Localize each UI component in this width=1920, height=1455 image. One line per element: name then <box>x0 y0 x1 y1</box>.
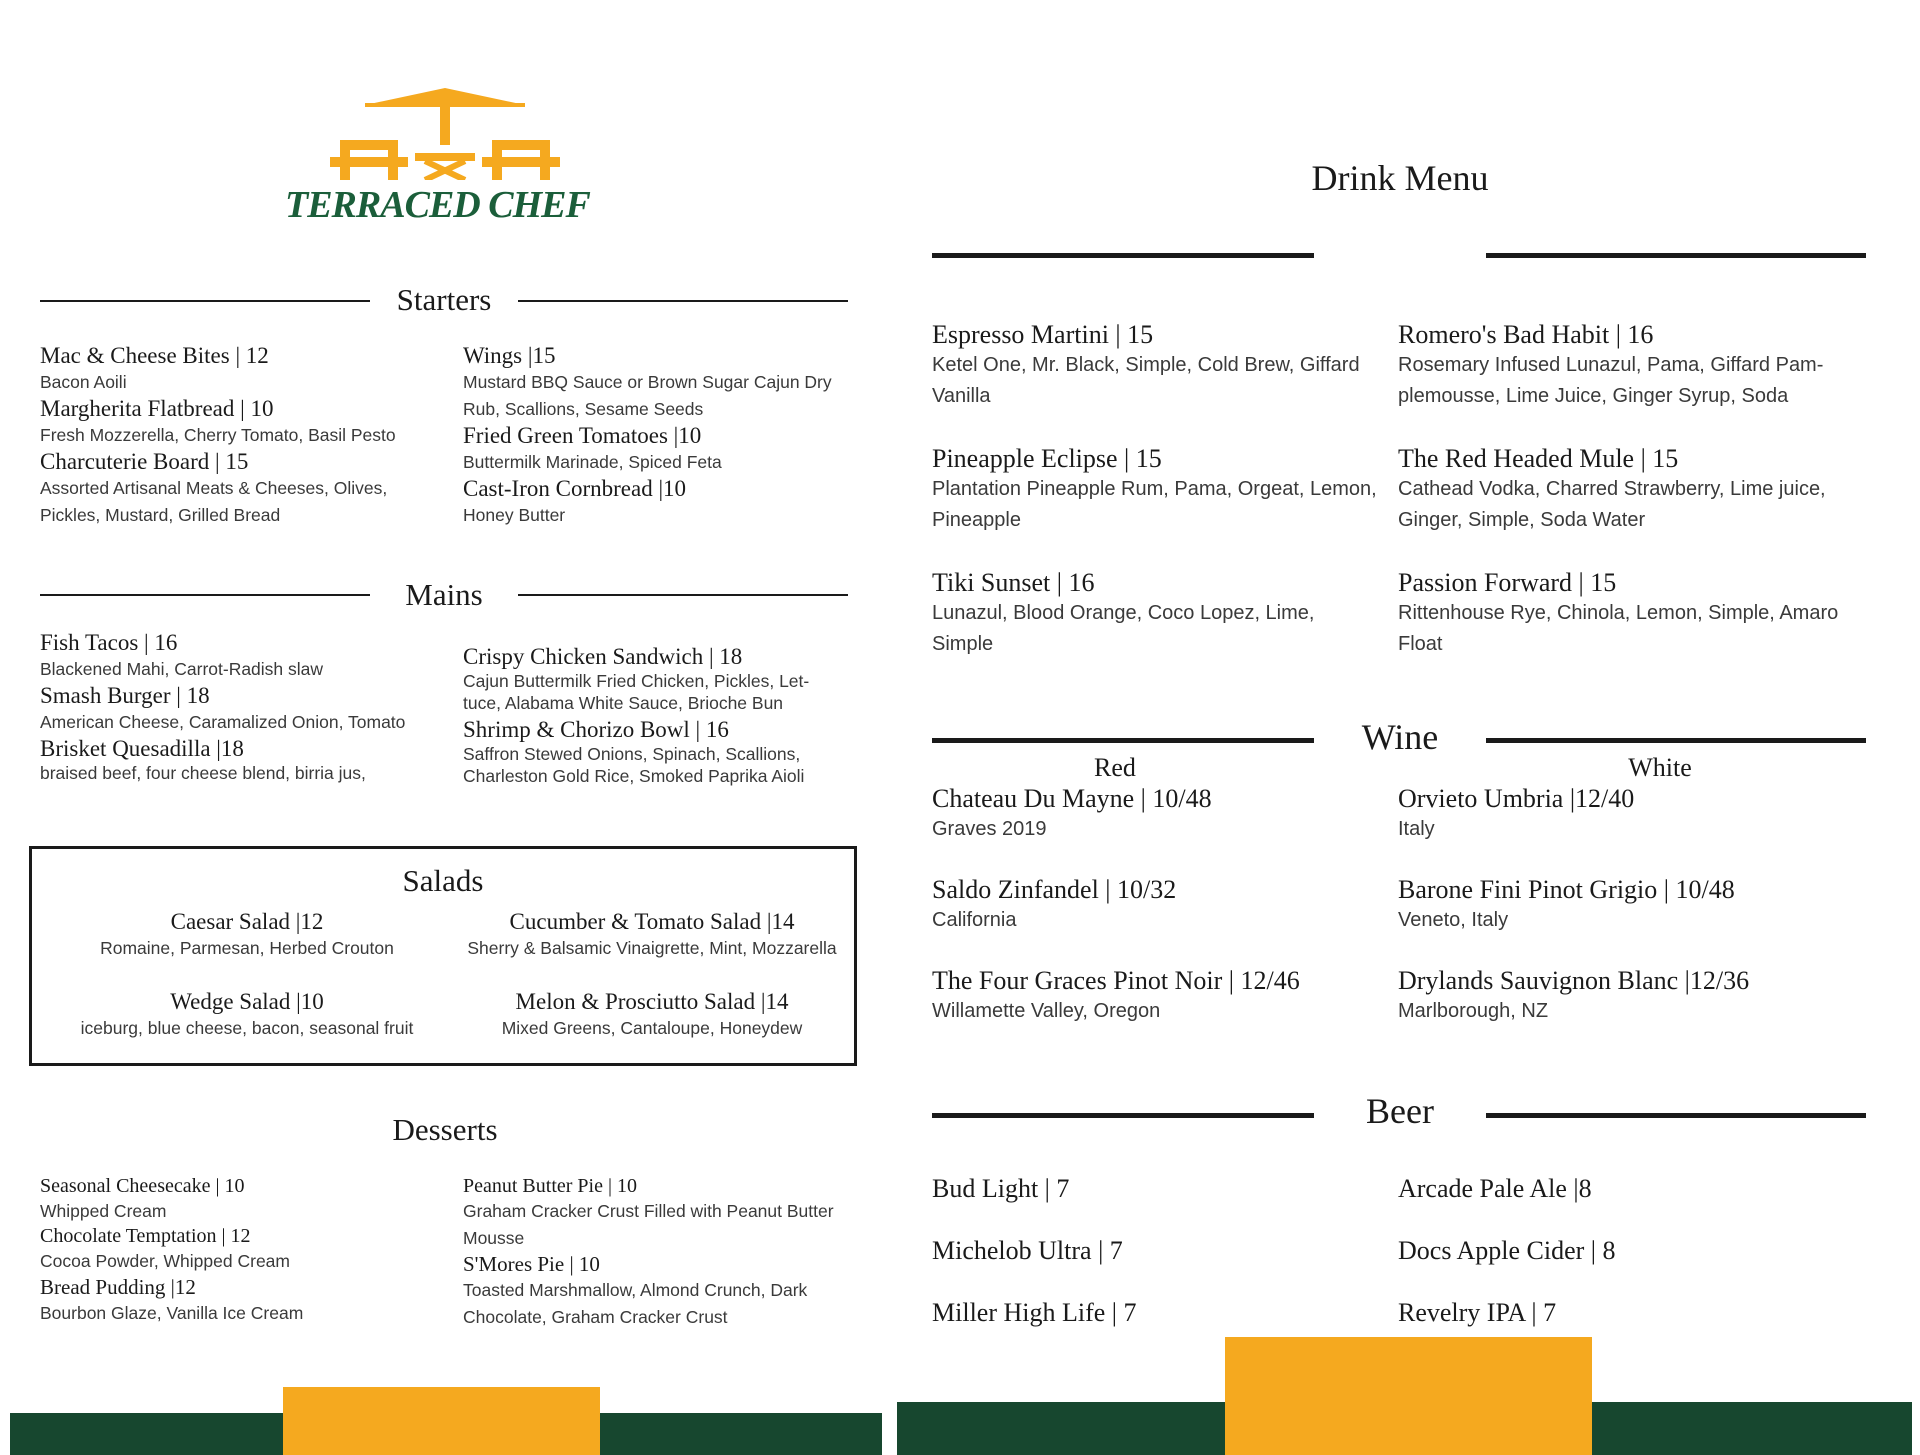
menu-item-name: Cast-Iron Cornbread |10 <box>463 476 687 501</box>
menu-item-desc: Blackened Mahi, Carrot-Radish slaw <box>40 659 324 679</box>
menu-item-name: Wings |15 <box>463 343 556 368</box>
salad-item <box>452 989 852 1042</box>
salad-item <box>52 989 442 1042</box>
umbrella-table-icon <box>280 85 610 180</box>
drink-name: Drylands Sauvignon Blanc |12/36 <box>1398 966 1750 995</box>
footer-accent-right <box>1225 1337 1592 1455</box>
menu-item-name: Peanut Butter Pie | 10 <box>463 1175 637 1197</box>
drink-name: Pineapple Eclipse | 15 <box>932 444 1162 473</box>
drink-name: Espresso Martini | 15 <box>932 320 1154 349</box>
salads-heading: Salads <box>402 863 484 898</box>
menu-item-name: S'Mores Pie | 10 <box>463 1252 600 1276</box>
drink-name: Michelob Ultra | 7 <box>932 1236 1123 1265</box>
menu-item-name: Caesar Salad |12 <box>170 909 324 934</box>
menu-item-desc: Honey Butter <box>463 505 566 525</box>
logo <box>280 85 610 235</box>
menu-item-name: Cucumber & Tomato Salad |14 <box>509 909 795 934</box>
menu-item-desc: Buttermilk Marinade, Spiced Feta <box>463 452 722 472</box>
menu-item-name: Seasonal Cheesecake | 10 <box>40 1175 245 1197</box>
cocktail-item <box>1398 444 1868 536</box>
menu-item-desc: Fresh Mozzerella, Cherry Tomato, Basil Pesto <box>40 425 396 445</box>
wine-rule-right <box>1486 738 1866 743</box>
drink-desc: Lunazul, Blood Orange, Coco Lopez, Lime, Simple <box>932 602 1315 655</box>
footer-accent-left <box>283 1387 600 1455</box>
cocktails-rule-right <box>1486 253 1866 258</box>
menu-item-desc: Mixed Greens, Cantaloupe, Honeydew <box>501 1018 803 1038</box>
starters-heading: Starters <box>396 282 492 317</box>
cocktail-item <box>932 568 1352 660</box>
drink-name: Tiki Sunset | 16 <box>932 568 1095 597</box>
menu-item-name: Mac & Cheese Bites | 12 <box>40 343 269 368</box>
drink-desc: Willamette Valley, Oregon <box>932 1000 1161 1022</box>
drink-name: Arcade Pale Ale |8 <box>1398 1174 1592 1203</box>
cocktail-item <box>1398 320 1868 412</box>
mains-heading: Mains <box>405 577 483 612</box>
mains-right-column <box>463 644 843 787</box>
drink-name: Orvieto Umbria |12/40 <box>1398 784 1635 813</box>
salad-item <box>452 909 852 962</box>
drink-desc: Marlborough, NZ <box>1398 1000 1549 1022</box>
drink-desc: Cathead Vodka, Charred Strawberry, Lime juice, Ginger, Simple, Soda Water <box>1398 478 1826 531</box>
menu-item-name: Smash Burger | 18 <box>40 683 210 708</box>
drink-name: Barone Fini Pinot Grigio | 10/48 <box>1398 875 1735 904</box>
drink-desc: Italy <box>1398 818 1435 840</box>
beer-heading: Beer <box>1366 1091 1434 1131</box>
beer-left-column <box>932 1158 1352 1344</box>
drink-desc: Graves 2019 <box>932 818 1047 840</box>
menu-item-desc: Graham Cracker Crust Filled with Peanut Butter Mousse <box>463 1201 834 1248</box>
mains-rule-left <box>40 594 370 596</box>
menu-item-desc: iceburg, blue cheese, bacon, seasonal fruit <box>80 1018 414 1038</box>
desserts-right-column <box>463 1175 858 1331</box>
menu-item-name: Melon & Prosciutto Salad |14 <box>515 989 789 1014</box>
menu-item-name: Wedge Salad |10 <box>170 989 324 1014</box>
wine-red-label: Red <box>1094 753 1136 782</box>
drink-desc: Rosemary Infused Lunazul, Pama, Giffard Pam-plemousse, Lime Juice, Ginger Syrup, Soda <box>1398 354 1824 407</box>
wine-rule-left <box>932 738 1314 743</box>
menu-item-name: Crispy Chicken Sandwich | 18 <box>463 644 743 669</box>
starters-rule-left <box>40 300 370 302</box>
menu-item-name: Shrimp & Chorizo Bowl | 16 <box>463 717 729 742</box>
menu-item-name: Charcuterie Board | 15 <box>40 449 249 474</box>
drink-desc: Plantation Pineapple Rum, Pama, Orgeat, Lemon, Pineapple <box>932 478 1377 531</box>
starters-rule-right <box>518 300 848 302</box>
drink-name: Revelry IPA | 7 <box>1398 1298 1557 1327</box>
beer-right-column <box>1398 1158 1818 1344</box>
menu-item-desc: Cocoa Powder, Whipped Cream <box>40 1251 290 1271</box>
wine-white-column <box>1398 784 1858 1027</box>
menu-item-name: Bread Pudding |12 <box>40 1275 196 1299</box>
wine-white-label: White <box>1628 753 1692 782</box>
menu-item-name: Fish Tacos | 16 <box>40 630 178 655</box>
drink-name: Passion Forward | 15 <box>1398 568 1617 597</box>
wine-red-column <box>932 784 1382 1027</box>
menu-item-desc: Whipped Cream <box>40 1201 167 1221</box>
desserts-heading: Desserts <box>392 1112 498 1147</box>
mains-rule-right <box>518 594 848 596</box>
menu-item-desc: Toasted Marshmallow, Almond Crunch, Dark Chocolate, Graham Cracker Crust <box>463 1280 808 1327</box>
menu-item-desc: Bourbon Glaze, Vanilla Ice Cream <box>40 1303 304 1323</box>
drink-name: Saldo Zinfandel | 10/32 <box>932 875 1177 904</box>
drink-menu-title: Drink Menu <box>1311 158 1489 198</box>
salads-box <box>29 846 857 1066</box>
starters-right-column <box>463 343 853 529</box>
menu-item-name: Brisket Quesadilla |18 <box>40 736 244 761</box>
menu-item-desc: braised beef, four cheese blend, birria jus, <box>40 763 366 783</box>
starters-left-column <box>40 343 430 529</box>
wine-heading: Wine <box>1361 717 1439 757</box>
logo-wordmark: TERRACED CHEF <box>285 184 590 226</box>
salad-item <box>52 909 442 962</box>
menu-item-desc: Saffron Stewed Onions, Spinach, Scallions, Charleston Gold Rice, Smoked Paprika Aioli <box>463 744 805 786</box>
drink-name: The Four Graces Pinot Noir | 12/46 <box>932 966 1300 995</box>
cocktail-item <box>932 320 1392 412</box>
mains-left-column <box>40 630 440 784</box>
drink-desc: Ketel One, Mr. Black, Simple, Cold Brew, Giffard Vanilla <box>932 354 1360 407</box>
drink-name: Chateau Du Mayne | 10/48 <box>932 784 1212 813</box>
cocktail-item <box>932 444 1402 536</box>
drink-name: Romero's Bad Habit | 16 <box>1398 320 1654 349</box>
drink-desc: Veneto, Italy <box>1398 909 1509 931</box>
drink-name: Miller High Life | 7 <box>932 1298 1137 1327</box>
menu-item-desc: Mustard BBQ Sauce or Brown Sugar Cajun Dry Rub, Scallions, Sesame Seeds <box>463 372 832 419</box>
cocktail-item <box>1398 568 1868 660</box>
drink-desc: California <box>932 909 1017 931</box>
menu-item-desc: Assorted Artisanal Meats & Cheeses, Olives, Pickles, Mustard, Grilled Bread <box>40 478 388 525</box>
menu-item-name: Chocolate Temptation | 12 <box>40 1225 251 1247</box>
cocktails-rule-left <box>932 253 1314 258</box>
menu-item-desc: Romaine, Parmesan, Herbed Crouton <box>100 938 394 958</box>
menu-item-desc: American Cheese, Caramalized Onion, Tomato <box>40 712 406 732</box>
beer-rule-left <box>932 1113 1314 1118</box>
beer-rule-right <box>1486 1113 1866 1118</box>
drink-name: The Red Headed Mule | 15 <box>1398 444 1679 473</box>
menu-item-desc: Bacon Aoili <box>40 372 127 392</box>
desserts-left-column <box>40 1175 440 1327</box>
menu-item-desc: Cajun Buttermilk Fried Chicken, Pickles, Let-tuce, Alabama White Sauce, Brioche Bun <box>463 671 810 713</box>
menu-item-name: Fried Green Tomatoes |10 <box>463 423 702 448</box>
drink-name: Docs Apple Cider | 8 <box>1398 1236 1616 1265</box>
drink-desc: Rittenhouse Rye, Chinola, Lemon, Simple, Amaro Float <box>1398 602 1839 655</box>
menu-item-name: Margherita Flatbread | 10 <box>40 396 274 421</box>
drink-name: Bud Light | 7 <box>932 1174 1070 1203</box>
menu-item-desc: Sherry & Balsamic Vinaigrette, Mint, Mozzarella <box>467 938 837 958</box>
